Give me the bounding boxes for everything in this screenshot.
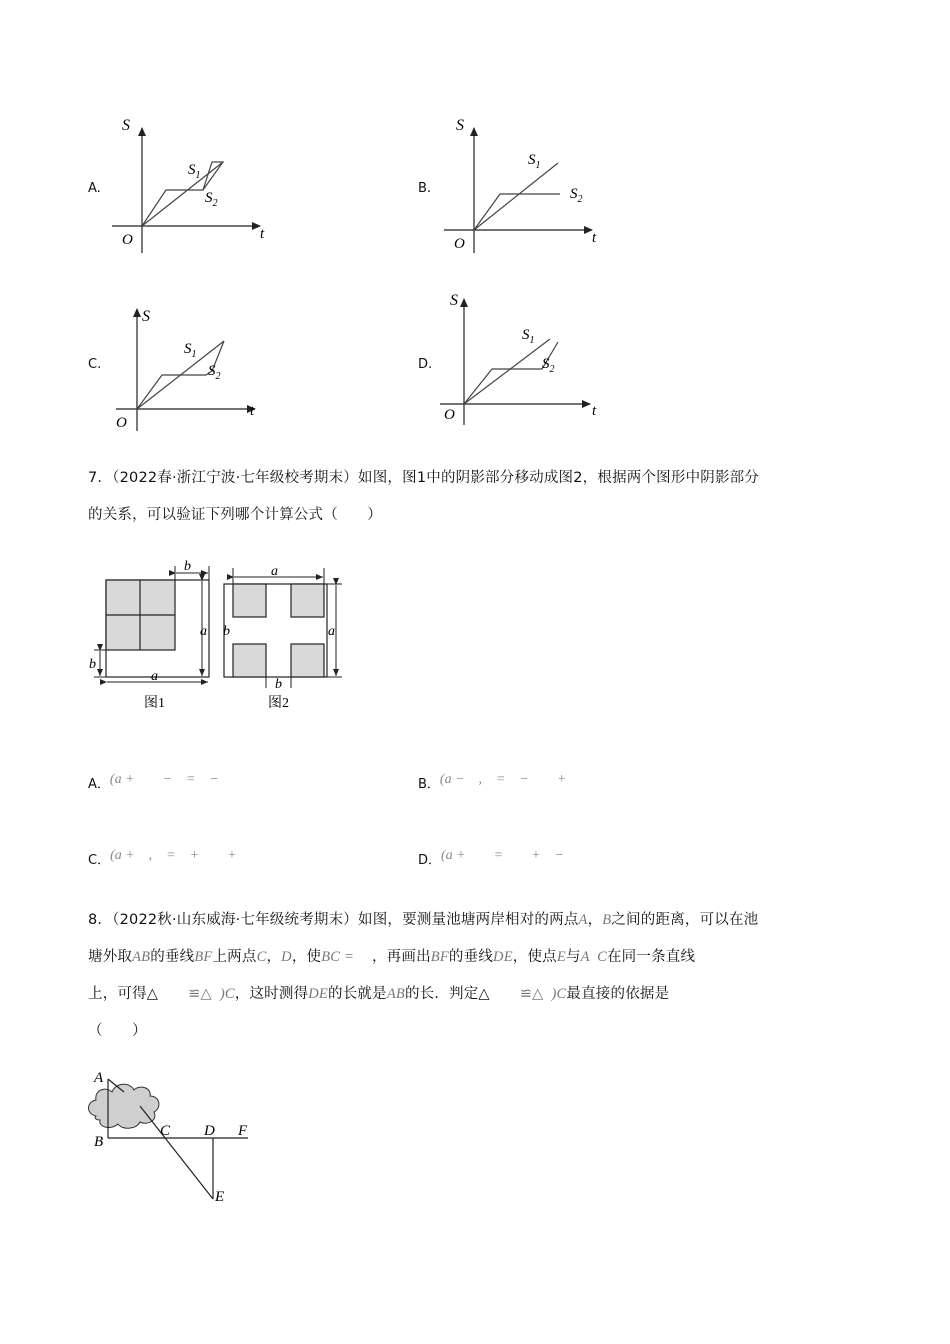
question-number: 7． [88, 470, 113, 486]
q7-option-a[interactable]: A．(a + − = − [88, 772, 219, 792]
s2-label: $S_2$ [570, 186, 583, 205]
s-axis-label: S [142, 308, 150, 325]
point-d-label: D [204, 1123, 215, 1139]
option-a-label[interactable]: A. [88, 181, 101, 196]
s2-line [474, 194, 560, 230]
graph-option-a [100, 110, 280, 260]
shaded-corner-br [291, 644, 324, 677]
shaded-corner-bl [233, 644, 266, 677]
point-b-label: B [94, 1134, 104, 1150]
option-d-label[interactable]: D. [418, 357, 433, 372]
origin-label: O [116, 415, 127, 431]
label-b-left: b [89, 657, 96, 672]
question-number: 8． [88, 912, 113, 928]
point-f-label: F [238, 1123, 248, 1139]
label-b-left: b [223, 624, 230, 639]
figure-1-squares [84, 556, 224, 716]
point-c-label: C [160, 1123, 171, 1139]
origin-label: O [444, 407, 455, 423]
label-b-bottom: b [275, 677, 282, 692]
option-b-label[interactable]: B. [418, 181, 432, 196]
graph-option-b [432, 110, 612, 260]
s1-label: $S_1$ [188, 162, 201, 181]
question-source: （2022春·浙江宁波·七年级校考期末） [112, 470, 359, 486]
figure-2-cross [218, 560, 358, 716]
shaded-corner-tr [291, 584, 324, 617]
question-7-text: 7．（2022春·浙江宁波·七年级校考期末）如图，图1中的阴影部分移动成图2，根据两个图形中阴影部分 的关系，可以验证下列哪个计算公式（ ） [88, 470, 760, 523]
s2-line [464, 342, 558, 404]
s1-label: $S_1$ [528, 152, 541, 171]
pond-cloud [89, 1084, 159, 1128]
question-source: （2022秋·山东威海·七年级统考期末） [112, 912, 359, 928]
s2-label: $S_2$ [542, 356, 555, 375]
s1-line [464, 339, 550, 404]
graph-option-d [430, 285, 610, 430]
s-axis-label: S [122, 117, 130, 134]
origin-label: O [454, 236, 465, 252]
origin-label: O [122, 232, 133, 248]
point-a-label: A [94, 1070, 104, 1086]
pond-figure [80, 1066, 270, 1212]
s2-label: $S_2$ [208, 363, 221, 382]
t-axis-label: t [250, 403, 255, 419]
label-b-top: b [184, 559, 191, 574]
s1-label: $S_1$ [184, 341, 197, 360]
graph-option-c [100, 295, 280, 435]
point-e-label: E [215, 1189, 225, 1205]
s1-line [474, 163, 558, 230]
q7-option-c[interactable]: C．(a + , = + + [88, 848, 237, 868]
question-8-text: 8．（2022秋·山东威海·七年级统考期末）如图，要测量池塘两岸相对的两点A，B之间的距离，可以在池 塘外取AB的垂线BF上两点C，D，使BC = ，再画出BF的垂线DE，使点E与A C在同一条直线 上，可得△ ≌△ )C，这时测得DE的长就是AB的长．判定△ ≌△ )C最直接的依据是 （ ） [88, 912, 759, 1039]
q7-option-b[interactable]: B．(a − , = − + [418, 772, 567, 792]
label-a-right: a [328, 624, 335, 639]
s-axis-label: S [456, 117, 464, 134]
t-axis-label: t [592, 403, 597, 419]
label-a-top: a [271, 564, 278, 579]
option-c-label[interactable]: C. [88, 357, 102, 372]
figure-2-caption: 图2 [268, 696, 289, 711]
q7-option-d[interactable]: D．(a + = + − [418, 848, 564, 868]
t-axis-label: t [260, 226, 265, 242]
shaded-corner-tl [233, 584, 266, 617]
label-a-bottom: a [151, 669, 158, 684]
label-a-right: a [200, 624, 207, 639]
s2-label: $S_2$ [205, 190, 218, 209]
line-ae [140, 1106, 213, 1199]
figure-1-caption: 图1 [144, 696, 165, 711]
s-axis-label: S [450, 292, 458, 309]
s1-label: $S_1$ [522, 327, 535, 346]
t-axis-label: t [592, 230, 597, 246]
